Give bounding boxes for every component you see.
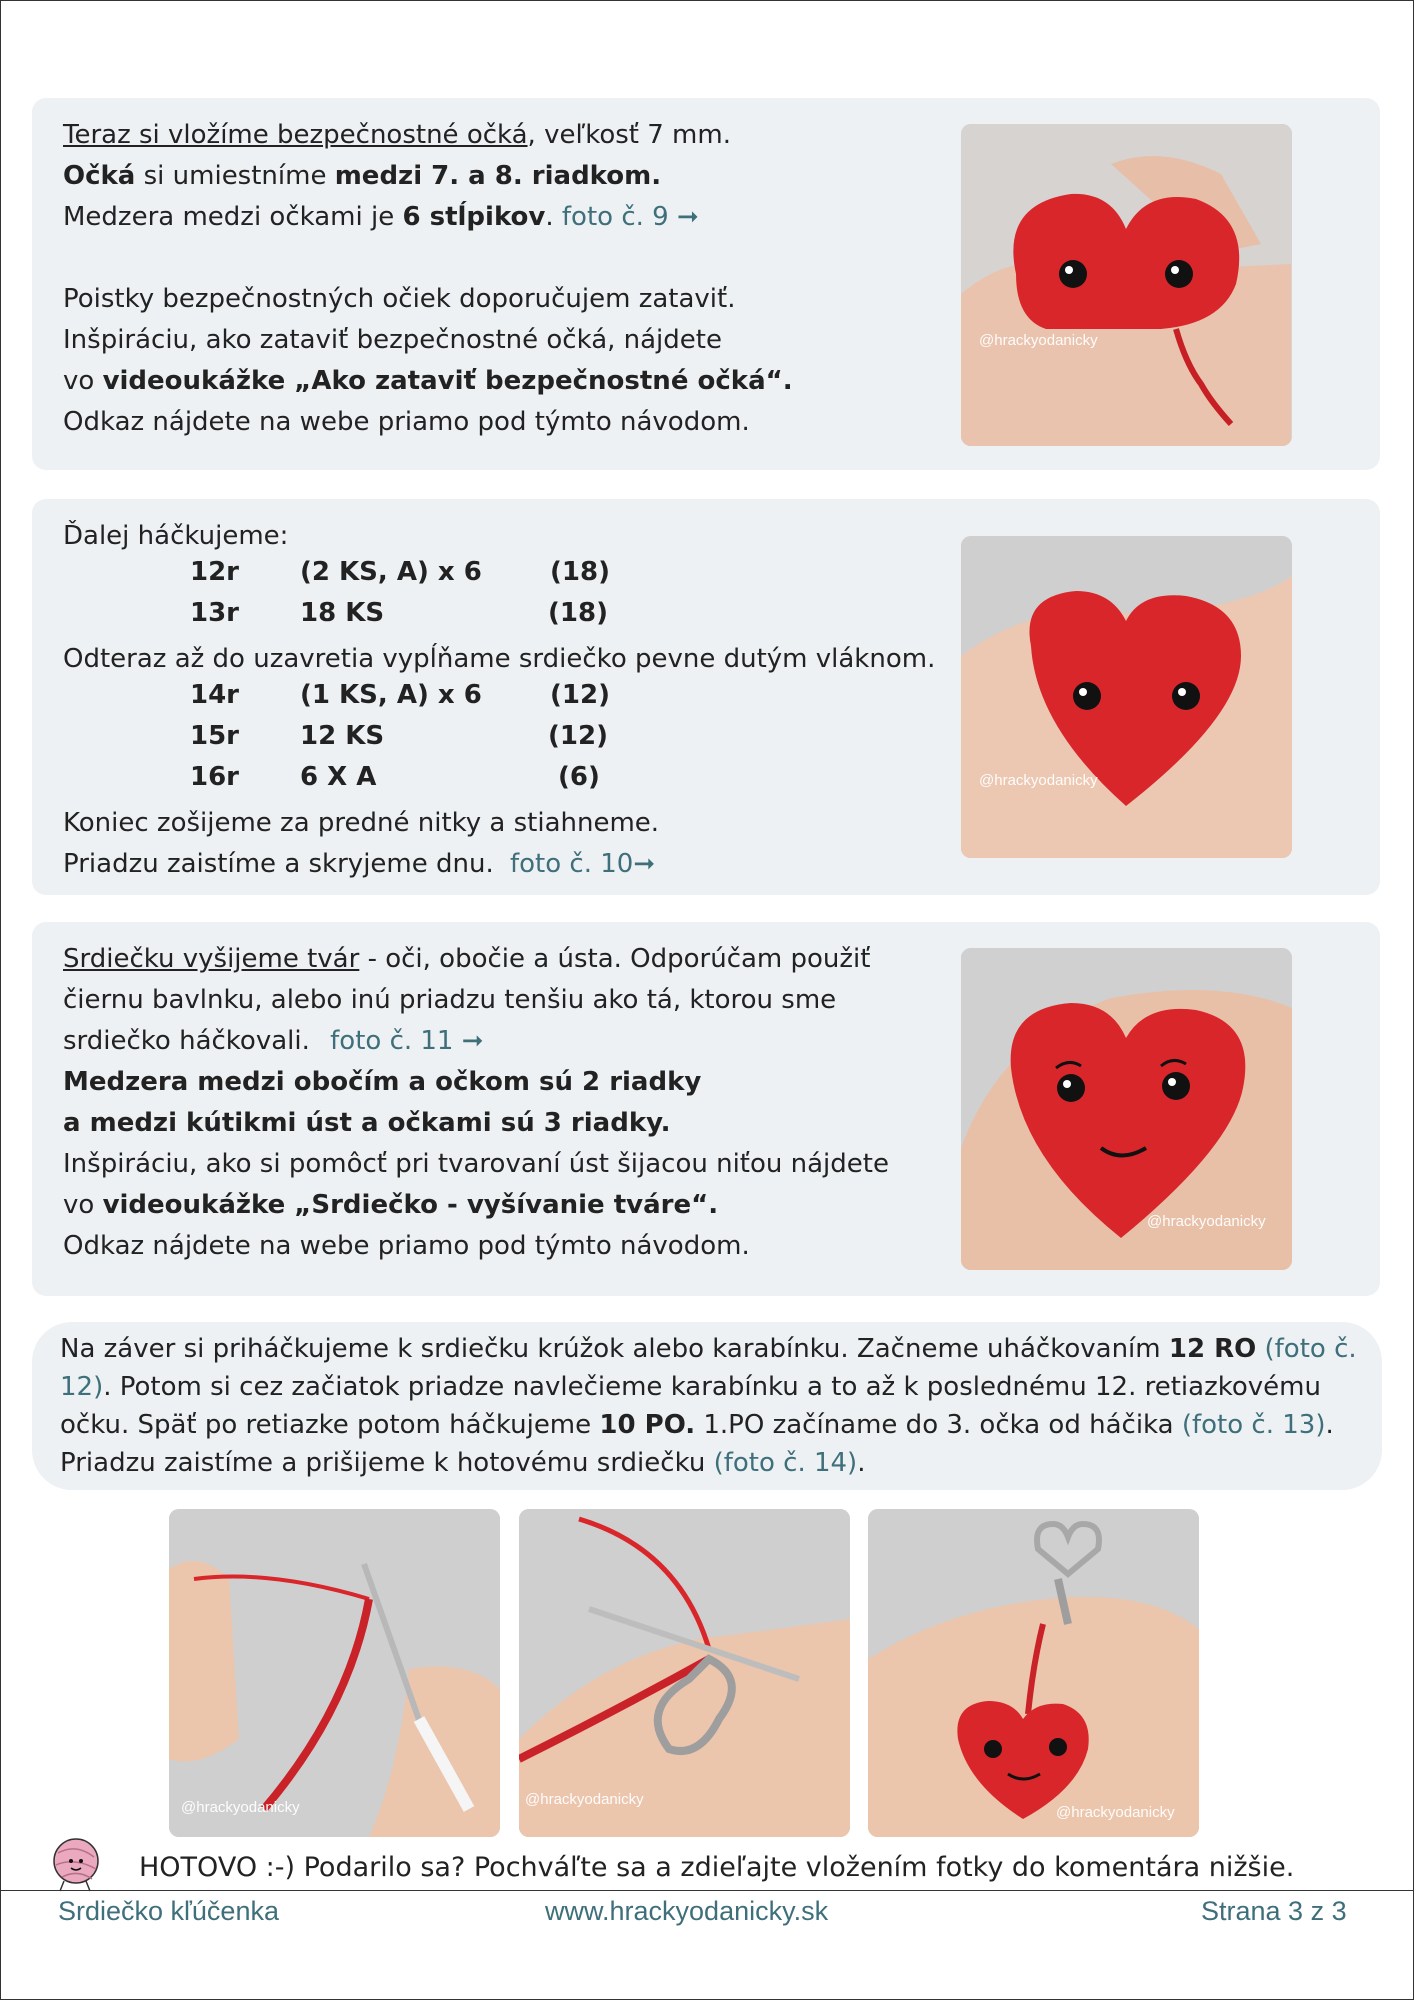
table-row: 13r bbox=[190, 598, 240, 628]
photo-11 bbox=[961, 948, 1292, 1270]
table-row: (18) bbox=[550, 557, 610, 587]
arrow-right-icon: ➞ bbox=[633, 849, 656, 879]
photo-12 bbox=[169, 1509, 500, 1837]
photo-11-watermark: @hrackyodanicky bbox=[1147, 1213, 1266, 1230]
s1-line-5: Inšpiráciu, ako zataviť bezpečnostné očká, nájdete bbox=[63, 325, 722, 355]
table-row: 18 KS bbox=[300, 598, 385, 628]
photo-10-watermark: @hrackyodanicky bbox=[979, 772, 1098, 789]
photo-9-image bbox=[961, 124, 1292, 446]
photo-13-watermark: @hrackyodanicky bbox=[525, 1791, 644, 1808]
photo-12-link[interactable]: (foto č. 12) bbox=[60, 1334, 1357, 1402]
table-row: (6) bbox=[558, 762, 600, 792]
arrow-right-icon: ➞ bbox=[461, 1026, 484, 1056]
yarn-ball-mascot-icon bbox=[44, 1835, 106, 1893]
s3-line-5: a medzi kútikmi úst a očkami sú 3 riadky. bbox=[63, 1108, 671, 1138]
table-row: (12) bbox=[550, 680, 610, 710]
photo-10 bbox=[961, 536, 1292, 858]
table-row: 14r bbox=[190, 680, 240, 710]
s3-line-4: Medzera medzi obočím a očkom sú 2 riadky bbox=[63, 1067, 702, 1097]
footer-page-number: Strana 3 z 3 bbox=[1201, 1896, 1347, 1926]
photo-13-link[interactable]: (foto č. 13) bbox=[1181, 1410, 1326, 1440]
s3-line-3: srdiečko háčkovali. foto č. 11 ➞ bbox=[63, 1026, 484, 1056]
photo-14-image bbox=[868, 1509, 1199, 1837]
s2-end-2: Priadzu zaistíme a skryjeme dnu. foto č. 10➞ bbox=[63, 849, 656, 879]
s1-line-2: Očká si umiestníme medzi 7. a 8. riadkom. bbox=[63, 161, 662, 191]
s3-line-6: Inšpiráciu, ako si pomôcť pri tvarovaní úst šijacou niťou nájdete bbox=[63, 1149, 889, 1179]
photo-13-image bbox=[519, 1509, 850, 1837]
s1-heading: Teraz si vložíme bezpečnostné očká bbox=[63, 120, 528, 150]
s2-mid: Odteraz až do uzavretia vypĺňame srdiečko pevne dutým vláknom. bbox=[63, 644, 936, 674]
photo-11-link[interactable]: foto č. 11 bbox=[330, 1026, 454, 1056]
table-row: (18) bbox=[548, 598, 608, 628]
footer-website-link[interactable]: www.hrackyodanicky.sk bbox=[545, 1896, 829, 1926]
s3-line-8: Odkaz nájdete na webe priamo pod týmto návodom. bbox=[63, 1231, 750, 1261]
final-note: HOTOVO :-) Podarilo sa? Pochváľte sa a zdieľajte vložením fotky do komentára nižšie. bbox=[139, 1852, 1295, 1883]
photo-14-link[interactable]: (foto č. 14) bbox=[713, 1448, 858, 1478]
s2-end-1: Koniec zošijeme za predné nitky a stiahneme. bbox=[63, 808, 660, 838]
photo-12-image bbox=[169, 1509, 500, 1837]
s1-line-6: vo videoukážke „Ako zataviť bezpečnostné očká“. bbox=[63, 366, 793, 396]
s3-line-1: Srdiečku vyšijeme tvár - oči, obočie a ústa. Odporúčam použiť bbox=[63, 944, 871, 974]
s3-line-7: vo videoukážke „Srdiečko - vyšívanie tváre“. bbox=[63, 1190, 719, 1220]
table-row: 15r bbox=[190, 721, 240, 751]
photo-10-link[interactable]: foto č. 10 bbox=[510, 849, 634, 879]
photo-9-link[interactable]: foto č. 9 bbox=[561, 202, 669, 232]
s3-heading: Srdiečku vyšijeme tvár bbox=[63, 944, 360, 974]
photo-13 bbox=[519, 1509, 850, 1837]
table-row: 12 KS bbox=[300, 721, 385, 751]
footer-title: Srdiečko kľúčenka bbox=[58, 1896, 279, 1926]
table-row: (1 KS, A) x 6 bbox=[300, 680, 482, 710]
arrow-right-icon: ➞ bbox=[676, 202, 699, 232]
table-row: (2 KS, A) x 6 bbox=[300, 557, 482, 587]
s1-line-3: Medzera medzi očkami je 6 stĺpikov. foto č. 9 ➞ bbox=[63, 202, 699, 232]
s2-intro: Ďalej háčkujeme: bbox=[63, 521, 289, 551]
s4-paragraph: Na záver si priháčkujeme k srdiečku krúžok alebo karabínku. Začneme uháčkovaním 12 RO (foto č. 12). Potom si cez začiatok priadze navlečieme karabínku a to až k poslednému 12. retiazkovému očku. Späť po retiazke potom háčkujeme 10 PO. 1.PO začíname do 3. očka od háčika (foto č. 13). Priadzu zaistíme a prišijeme k hotovému srdiečku (foto č. 14). bbox=[60, 1334, 1357, 1478]
s1-line-7: Odkaz nájdete na webe priamo pod týmto návodom. bbox=[63, 407, 750, 437]
s1-line-4: Poistky bezpečnostných očiek doporučujem zataviť. bbox=[63, 284, 736, 314]
table-row: 16r bbox=[190, 762, 240, 792]
footer-divider bbox=[0, 1890, 1414, 1891]
s1-line-1: Teraz si vložíme bezpečnostné očká, veľkosť 7 mm. bbox=[63, 120, 731, 150]
photo-10-image bbox=[961, 536, 1292, 858]
table-row: 6 X A bbox=[300, 762, 377, 792]
s3-line-2: čiernu bavlnku, alebo inú priadzu tenšiu ako tá, ktorou sme bbox=[63, 985, 837, 1015]
table-row: (12) bbox=[548, 721, 608, 751]
photo-9 bbox=[961, 124, 1292, 446]
photo-12-watermark: @hrackyodanicky bbox=[181, 1799, 300, 1816]
table-row: 12r bbox=[190, 557, 240, 587]
photo-14-watermark: @hrackyodanicky bbox=[1056, 1804, 1175, 1821]
photo-14 bbox=[868, 1509, 1199, 1837]
photo-9-watermark: @hrackyodanicky bbox=[979, 332, 1098, 349]
